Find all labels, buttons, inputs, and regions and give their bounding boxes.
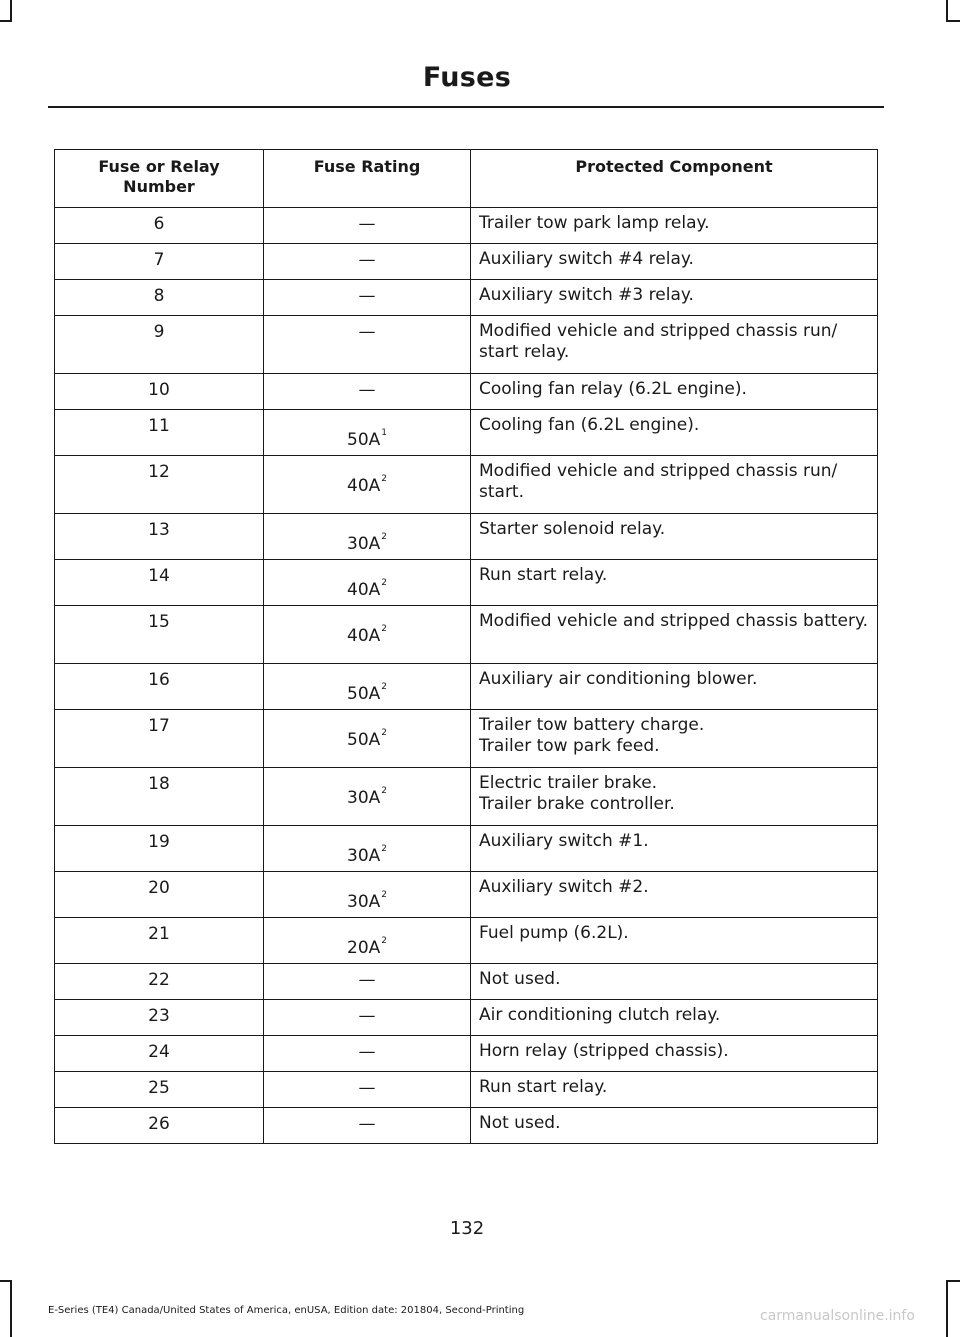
fuse-rating-value: 30A [347, 846, 381, 866]
protected-component [471, 374, 878, 410]
fuse-number: 6 [55, 208, 264, 244]
fuse-rating [264, 208, 471, 244]
fuse-rating-value: 40A [347, 580, 381, 600]
fuse-rating-value: 50A [347, 684, 381, 704]
protected-component [471, 316, 878, 374]
fuse-number: 12 [55, 456, 264, 514]
fuse-rating [264, 1036, 471, 1072]
fuse-number: 26 [55, 1108, 264, 1144]
table-row [55, 244, 878, 280]
fuse-number: 25 [55, 1072, 264, 1108]
table-row [55, 664, 878, 710]
footnote-marker: 2 [381, 844, 387, 854]
fuse-table [54, 149, 878, 1144]
fuse-rating [264, 918, 471, 964]
fuse-rating-value: 30A [347, 892, 381, 912]
fuse-rating [264, 710, 471, 768]
table-row [55, 1072, 878, 1108]
protected-component [471, 244, 878, 280]
component-line: Trailer tow battery charge. [479, 715, 705, 735]
table-row [55, 316, 878, 374]
component-line: Modified vehicle and stripped chassis run/ start relay. [479, 321, 838, 362]
protected-component [471, 918, 878, 964]
fuse-rating-value: — [358, 1006, 376, 1026]
fuse-rating-value: — [358, 214, 376, 234]
fuse-rating [264, 606, 471, 664]
fuse-rating [264, 664, 471, 710]
table-row [55, 710, 878, 768]
table-row [55, 514, 878, 560]
fuse-rating-value: — [358, 380, 376, 400]
protected-component [471, 280, 878, 316]
fuse-rating [264, 560, 471, 606]
table-row [55, 872, 878, 918]
page-title: Fuses [422, 62, 512, 93]
component-line: Not used. [479, 969, 561, 989]
component-line: Electric trailer brake. [479, 773, 658, 793]
protected-component [471, 514, 878, 560]
table-row [55, 918, 878, 964]
fuse-rating [264, 456, 471, 514]
fuse-number: 11 [55, 410, 264, 456]
protected-component [471, 208, 878, 244]
fuse-rating [264, 280, 471, 316]
component-line: Run start relay. [479, 1077, 608, 1097]
footnote-marker: 2 [381, 786, 387, 796]
fuse-rating-value: — [358, 1114, 376, 1134]
component-line: Auxiliary switch #2. [479, 877, 649, 897]
fuse-rating [264, 872, 471, 918]
title-rule [48, 106, 884, 108]
fuse-rating [264, 768, 471, 826]
table-row [55, 606, 878, 664]
fuse-rating [264, 964, 471, 1000]
protected-component [471, 964, 878, 1000]
protected-component [471, 1036, 878, 1072]
fuse-number: 22 [55, 964, 264, 1000]
fuse-rating-value: — [358, 322, 376, 342]
component-line: Modified vehicle and stripped chassis battery. [479, 611, 869, 631]
component-line: Fuel pump (6.2L). [479, 923, 629, 943]
fuse-rating-value: 40A [347, 476, 381, 496]
fuse-number: 9 [55, 316, 264, 374]
fuse-rating-value: 40A [347, 626, 381, 646]
fuse-number: 8 [55, 280, 264, 316]
fuse-rating-value: — [358, 286, 376, 306]
footer-edition: E-Series (TE4) Canada/United States of America, enUSA, Edition date: 201804, Second-Printing [48, 1305, 525, 1316]
component-line: Trailer tow park feed. [479, 736, 660, 756]
fuse-rating [264, 410, 471, 456]
crop-mark-top-right-v [946, 0, 948, 22]
protected-component [471, 560, 878, 606]
fuse-rating-value: — [358, 1042, 376, 1062]
fuse-rating-value: 30A [347, 788, 381, 808]
header-fuse-rating: Fuse Rating [264, 150, 471, 208]
footnote-marker: 2 [381, 474, 387, 484]
table-row [55, 208, 878, 244]
component-line: Not used. [479, 1113, 561, 1133]
component-line: Trailer brake controller. [479, 794, 675, 814]
fuse-number: 16 [55, 664, 264, 710]
crop-mark-bottom-left-h [0, 1280, 12, 1282]
footnote-marker: 2 [381, 890, 387, 900]
fuse-number: 7 [55, 244, 264, 280]
table-row [55, 374, 878, 410]
fuse-number: 14 [55, 560, 264, 606]
fuse-number: 23 [55, 1000, 264, 1036]
protected-component [471, 456, 878, 514]
fuse-rating [264, 374, 471, 410]
fuse-rating [264, 1072, 471, 1108]
protected-component [471, 606, 878, 664]
footnote-marker: 2 [381, 728, 387, 738]
component-line: Cooling fan relay (6.2L engine). [479, 379, 747, 399]
fuse-rating [264, 316, 471, 374]
protected-component [471, 1072, 878, 1108]
fuse-rating [264, 1108, 471, 1144]
fuse-rating [264, 1000, 471, 1036]
crop-mark-top-left-h [0, 20, 12, 22]
footnote-marker: 2 [381, 624, 387, 634]
protected-component [471, 410, 878, 456]
table-row [55, 1108, 878, 1144]
footnote-marker: 2 [381, 532, 387, 542]
table-header-row [55, 150, 878, 208]
component-line: Auxiliary switch #1. [479, 831, 649, 851]
fuse-rating-value: 50A [347, 730, 381, 750]
table-row [55, 280, 878, 316]
fuse-rating [264, 826, 471, 872]
fuse-rating-value: 30A [347, 534, 381, 554]
crop-mark-top-right-h [946, 20, 960, 22]
footnote-marker: 2 [381, 936, 387, 946]
component-line: Modified vehicle and stripped chassis run/ start. [479, 461, 838, 502]
protected-component [471, 1000, 878, 1036]
component-line: Run start relay. [479, 565, 608, 585]
table-row [55, 456, 878, 514]
component-line: Auxiliary air conditioning blower. [479, 669, 758, 689]
fuse-number: 20 [55, 872, 264, 918]
table-row [55, 410, 878, 456]
component-line: Starter solenoid relay. [479, 519, 666, 539]
component-line: Auxiliary switch #4 relay. [479, 249, 694, 269]
crop-mark-bottom-right-h [946, 1280, 960, 1282]
fuse-number: 13 [55, 514, 264, 560]
component-line: Cooling fan (6.2L engine). [479, 415, 700, 435]
fuse-number: 18 [55, 768, 264, 826]
component-line: Horn relay (stripped chassis). [479, 1041, 729, 1061]
table-row [55, 1036, 878, 1072]
table-row [55, 1000, 878, 1036]
header-fuse-number: Fuse or Relay Number [55, 150, 264, 208]
crop-mark-bottom-right-v [946, 1280, 948, 1337]
fuse-table-body [55, 208, 878, 1144]
protected-component [471, 1108, 878, 1144]
fuse-rating-value: — [358, 970, 376, 990]
protected-component [471, 872, 878, 918]
protected-component [471, 710, 878, 768]
protected-component [471, 664, 878, 710]
crop-mark-top-left-v [10, 0, 12, 22]
page-number: 132 [449, 1218, 485, 1239]
component-line: Auxiliary switch #3 relay. [479, 285, 694, 305]
table-row [55, 826, 878, 872]
header-protected-component: Protected Component [471, 150, 878, 208]
crop-mark-bottom-left-v [10, 1280, 12, 1337]
fuse-number: 10 [55, 374, 264, 410]
component-line: Trailer tow park lamp relay. [479, 213, 710, 233]
fuse-number: 24 [55, 1036, 264, 1072]
fuse-rating [264, 244, 471, 280]
component-line: Air conditioning clutch relay. [479, 1005, 721, 1025]
fuse-rating-value: 50A [347, 430, 381, 450]
protected-component [471, 768, 878, 826]
footnote-marker: 2 [381, 682, 387, 692]
table-row [55, 560, 878, 606]
fuse-rating-value: — [358, 1078, 376, 1098]
fuse-number: 17 [55, 710, 264, 768]
fuse-rating-value: 20A [347, 938, 381, 958]
fuse-number: 15 [55, 606, 264, 664]
fuse-number: 21 [55, 918, 264, 964]
footnote-marker: 2 [381, 578, 387, 588]
table-row [55, 964, 878, 1000]
fuse-number: 19 [55, 826, 264, 872]
table-row [55, 768, 878, 826]
protected-component [471, 826, 878, 872]
footnote-marker: 1 [381, 428, 387, 438]
fuse-rating-value: — [358, 250, 376, 270]
watermark: carmanualsonline.info [760, 1308, 915, 1324]
fuse-rating [264, 514, 471, 560]
